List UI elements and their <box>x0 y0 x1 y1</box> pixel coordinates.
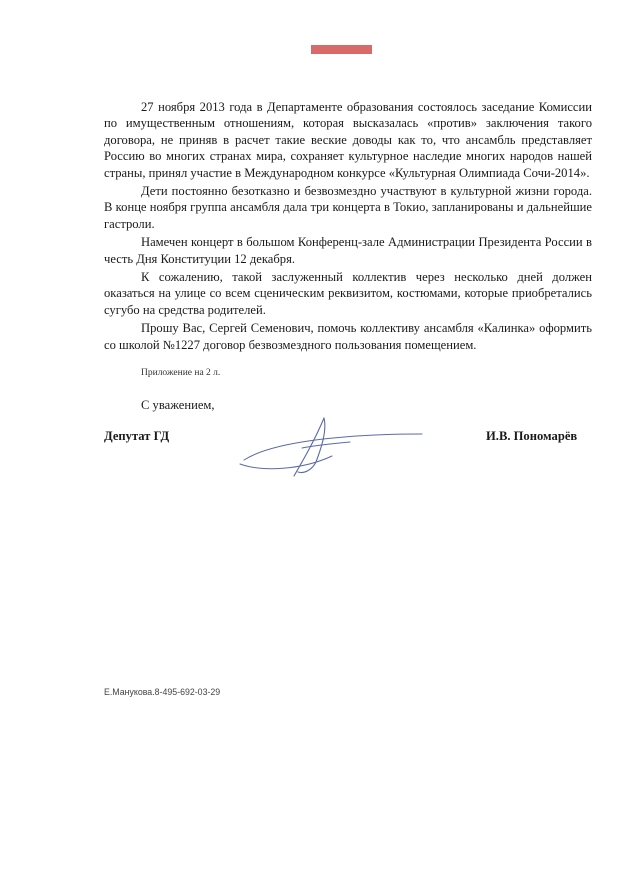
signer-title: Депутат ГД <box>104 429 170 443</box>
paragraph-2: Дети постоянно безотказно и безвозмездно участвуют в культурной жизни города. В конце ноября группа ансамбля дала три концерта в Токио, запланированы и дальнейшие гастроли. <box>104 184 592 231</box>
paragraph-3: Намечен концерт в большом Конференц-зале Администрации Президента России в честь Дня Конституции 12 декабря. <box>104 235 592 266</box>
closing-salutation: С уважением, <box>141 398 215 412</box>
contact-line: Е.Манукова.8-495-692-03-29 <box>104 687 221 697</box>
paragraph-5: Прошу Вас, Сергей Семенович, помочь коллективу ансамбля «Калинка» оформить со школой №1227 договор безвозмездного пользования помещением. <box>104 321 592 352</box>
paragraph-4: К сожалению, такой заслуженный коллектив через несколько дней должен оказаться на улице со всем сценическим реквизитом, костюмами, которые приобретались сугубо на средства родителей. <box>104 270 592 317</box>
attachment-note: Приложение на 2 л. <box>141 368 221 378</box>
handwritten-signature <box>232 412 432 482</box>
redaction-mark <box>311 45 372 54</box>
signer-name: И.В. Пономарёв <box>486 429 578 443</box>
paragraph-1: 27 ноября 2013 года в Департаменте образования состоялось заседание Комиссии по имущественным отношениям, которая высказалась «против» заключения такого договора, не приняв в расчет такие веские доводы как то, что ансамбль представляет Россию во многих странах мира, сохраняет культурное наследие многих народов нашей страны, принял участие в Международном конкурсе «Культурная Олимпиада Сочи-2014». <box>104 100 592 180</box>
letter-body <box>104 99 592 355</box>
